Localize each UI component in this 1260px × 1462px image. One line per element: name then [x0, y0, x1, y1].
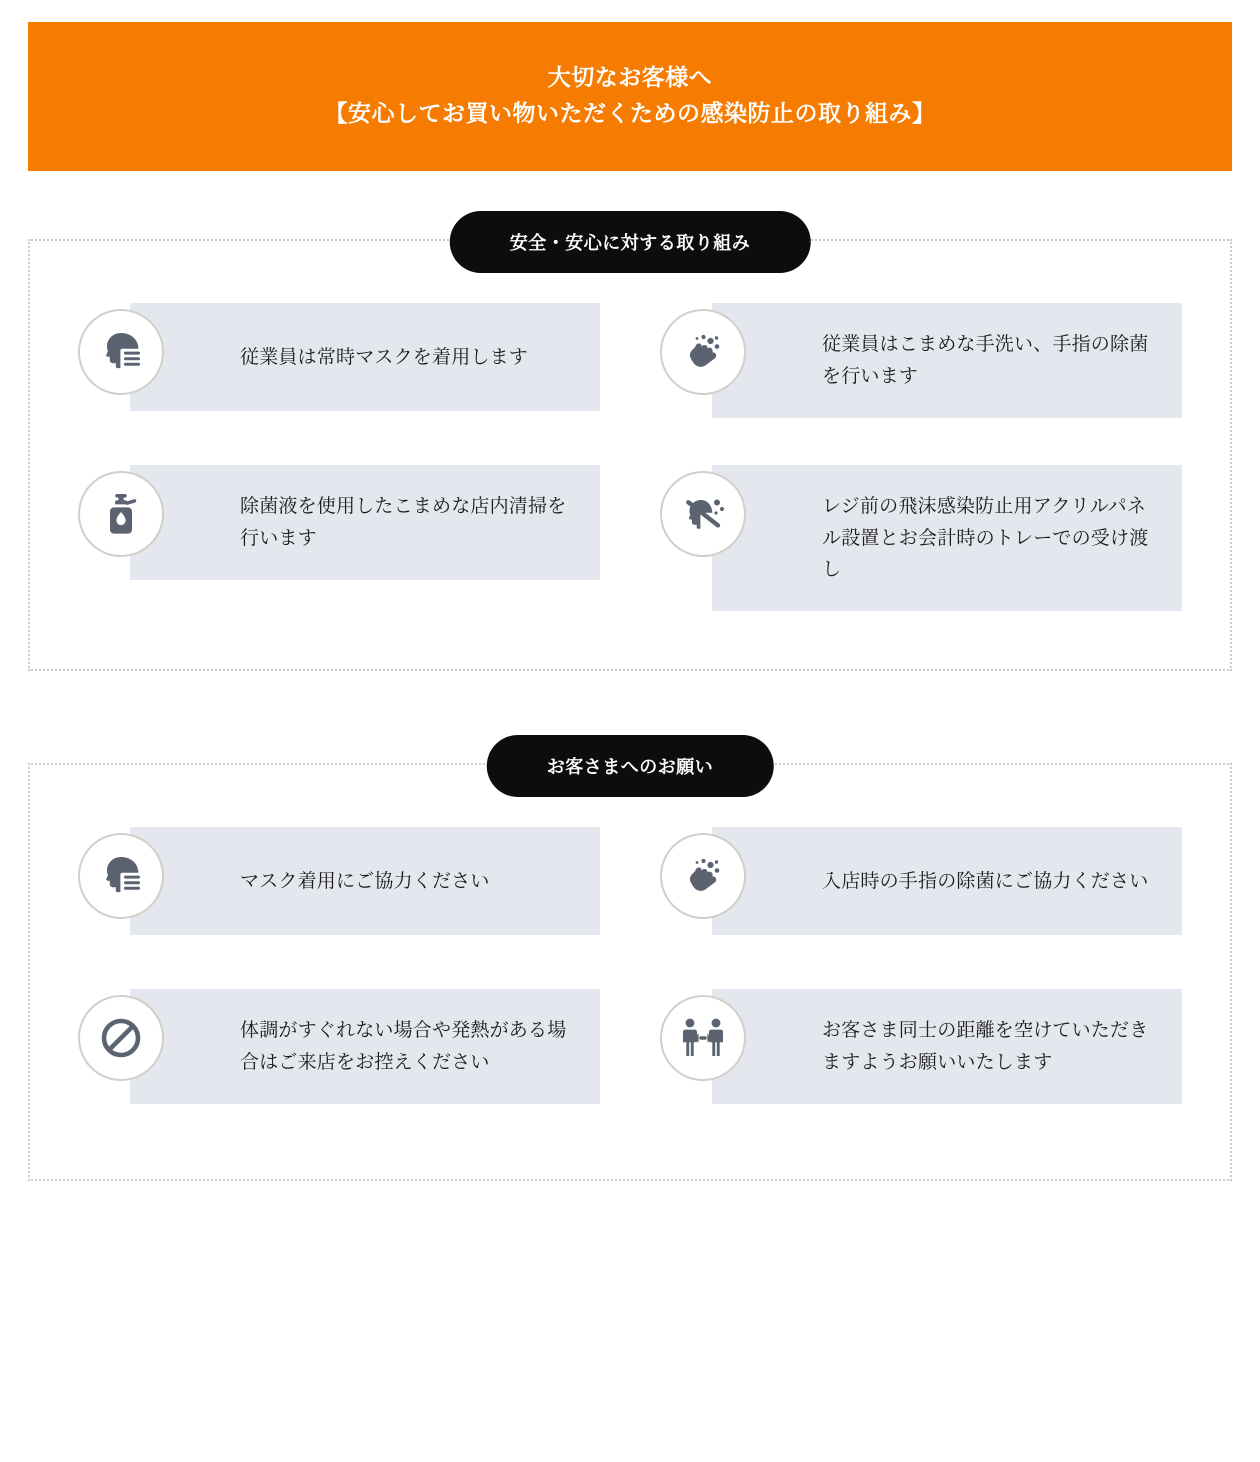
- list-item-text: 体調がすぐれない場合や発熱がある場合はご来店をお控えください: [240, 1020, 567, 1073]
- no-droplets-icon: [660, 471, 746, 557]
- list-item-text: 除菌液を使用したこまめな店内清掃を行います: [240, 496, 567, 549]
- list-item-body: [712, 303, 1182, 418]
- measures-grid: [78, 303, 1182, 611]
- section-title-safety: 安全・安心に対する取り組み: [450, 211, 811, 273]
- list-item-body: [130, 465, 600, 580]
- hand-wash-icon: [660, 833, 746, 919]
- social-distance-icon: [660, 995, 746, 1081]
- section-title-requests: お客さまへのお願い: [487, 735, 774, 797]
- section-safety-measures: [28, 233, 1232, 671]
- list-item-text: 従業員はこまめな手洗い、手指の除菌を行います: [822, 334, 1149, 387]
- list-item: [78, 989, 600, 1109]
- list-item: [660, 465, 1182, 611]
- mask-face-icon: [78, 309, 164, 395]
- list-item: [78, 827, 600, 947]
- mask-face-icon: [78, 833, 164, 919]
- banner-title-line1: 大切なお客様へ: [547, 64, 713, 90]
- list-item: [78, 465, 600, 611]
- section-customer-requests: [28, 757, 1232, 1181]
- list-item-body: [712, 465, 1182, 611]
- banner-title-line2: 【安心してお買い物いただくための感染防止の取り組み】: [324, 99, 936, 126]
- list-item-body: [712, 827, 1182, 935]
- header-banner: [28, 22, 1232, 171]
- list-item-body: [130, 989, 600, 1104]
- list-item-text: レジ前の飛沫感染防止用アクリルパネル設置とお会計時のトレーでの受け渡し: [822, 496, 1149, 580]
- list-item-body: [130, 827, 600, 935]
- list-item: [660, 989, 1182, 1109]
- list-item: [78, 303, 600, 423]
- list-item-body: [130, 303, 600, 411]
- list-item: [660, 303, 1182, 423]
- list-item-body: [712, 989, 1182, 1104]
- list-item-text: お客さま同士の距離を空けていただきますようお願いいたします: [822, 1020, 1149, 1073]
- hand-wash-icon: [660, 309, 746, 395]
- requests-grid: [78, 827, 1182, 1109]
- list-item-text: マスク着用にご協力ください: [240, 870, 490, 892]
- sanitizer-bottle-icon: [78, 471, 164, 557]
- list-item-text: 入店時の手指の除菌にご協力ください: [822, 870, 1149, 892]
- infographic-page: [0, 22, 1260, 1462]
- list-item-text: 従業員は常時マスクを着用します: [240, 346, 529, 368]
- list-item: [660, 827, 1182, 947]
- prohibited-icon: [78, 995, 164, 1081]
